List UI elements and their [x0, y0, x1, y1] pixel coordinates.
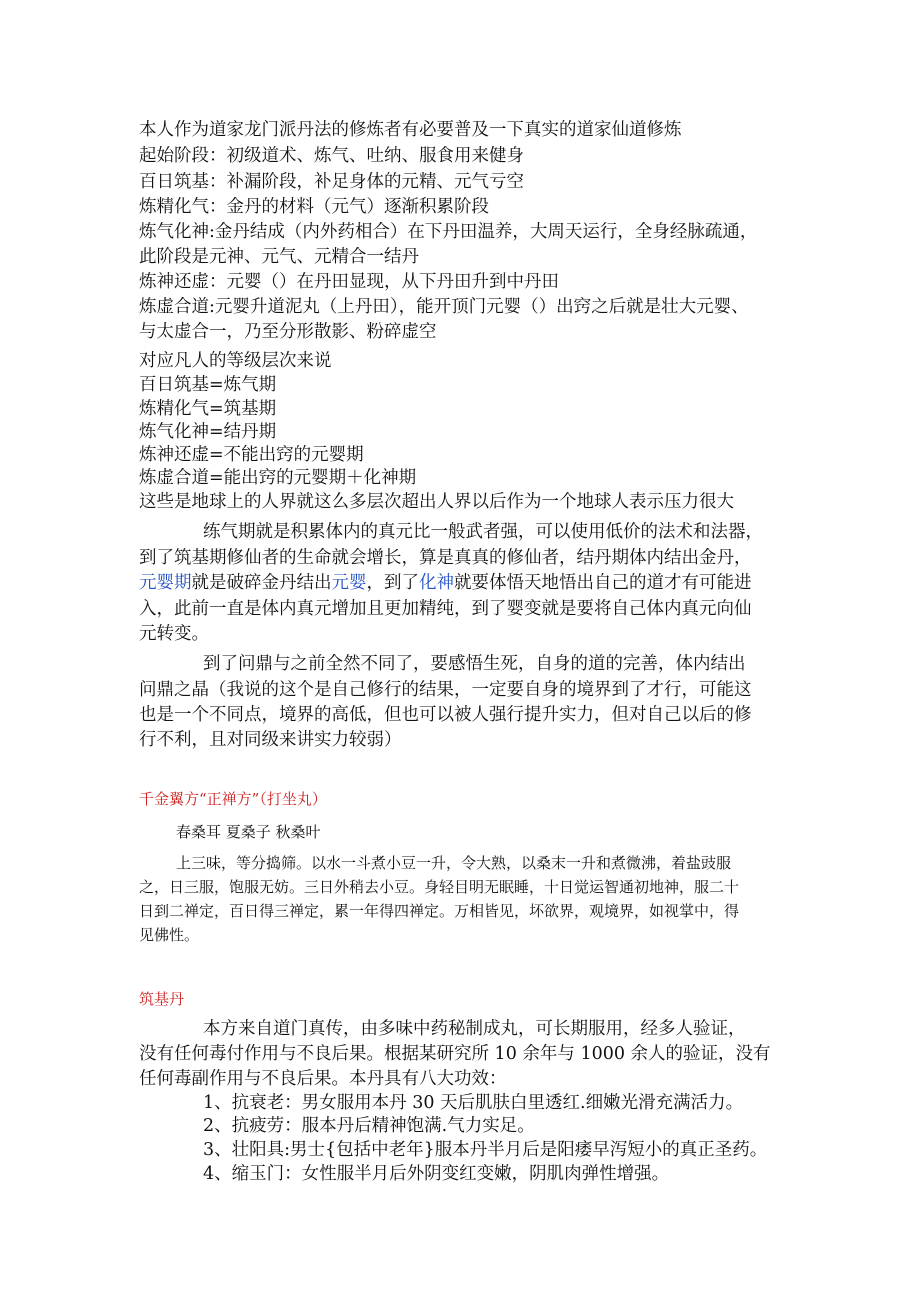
effect-item: 1、抗衰老：男女服用本丹 30 天后肌肤白里透红.细嫩光滑充满活力。: [203, 1093, 744, 1113]
recipe2-title: 筑基丹: [139, 990, 185, 1008]
para1-line: 元转变。: [139, 624, 209, 644]
intro-title: 本人作为道家龙门派丹法的修炼者有必要普及一下真实的道家仙道修炼: [139, 120, 682, 140]
para1-line: 到了筑基期修仙者的生命就会增长，算是真真的修仙者，结丹期体内结出金丹，: [139, 548, 752, 568]
para1-text: 就要体悟天地悟出自己的道才有可能进: [454, 573, 752, 593]
stage-line: 起始阶段：初级道术、炼气、吐纳、服食用来健身: [139, 146, 524, 166]
levels-heading: 对应凡人的等级层次来说: [139, 351, 332, 371]
levels-closing: 这些是地球上的人界就这么多层次超出人界以后作为一个地球人表示压力很大: [139, 492, 734, 512]
effect-item: 2、抗疲劳：服本丹后精神饱满.气力实足。: [203, 1116, 535, 1136]
recipe2-line: 任何毒副作用与不良后果。本丹具有八大功效：: [139, 1069, 507, 1089]
level-item: 炼精化气=筑基期: [139, 399, 277, 419]
stage-line: 炼虚合道:元婴升道泥丸（上丹田），能开顶门元婴（）出窍之后就是壮大元婴、: [139, 297, 749, 317]
effect-item: 4、缩玉门：女性服半月后外阴变红变嫩，阴肌肉弹性增强。: [203, 1164, 670, 1184]
para2-line: 也是一个不同点，境界的高低，但也可以被人强行提升实力，但对自己以后的修: [139, 705, 752, 725]
level-item: 炼虚合道=能出窍的元婴期＋化神期: [139, 468, 417, 488]
stage-line: 与太虚合一，乃至分形散影、粉碎虚空: [139, 322, 437, 342]
stage-line: 百日筑基：补漏阶段，补足身体的元精、元气亏空: [139, 172, 524, 192]
para1-line: 练气期就是积累体内的真元比一般武者强，可以使用低价的法术和法器，: [203, 522, 763, 542]
recipe2-line: 本方来自道门真传，由多味中药秘制成丸，可长期服用，经多人验证，: [203, 1019, 746, 1039]
stage-line: 炼气化神:金丹结成（内外药相合）在下丹田温养，大周天运行，全身经脉疏通，: [139, 222, 758, 242]
level-item: 炼神还虚=不能出窍的元婴期: [139, 445, 364, 465]
stage-line: 炼精化气：金丹的材料（元气）逐渐积累阶段: [139, 197, 489, 217]
para2-line: 到了问鼎与之前全然不同了，要感悟生死，自身的道的完善，体内结出: [203, 654, 746, 674]
stage-line: 此阶段是元神、元气、元精合一结丹: [139, 247, 419, 267]
link-huashen[interactable]: 化神: [419, 573, 454, 593]
link-yuanying-qi[interactable]: 元婴期: [139, 573, 192, 593]
recipe2-line: 没有任何毒付作用与不良后果。根据某研究所 10 余年与 1000 余人的验证，没有: [139, 1044, 771, 1064]
link-yuanying[interactable]: 元婴: [331, 573, 367, 593]
level-item: 炼气化神=结丹期: [139, 422, 277, 442]
recipe1-ingredients: 春桑耳 夏桑子 秋桑叶: [176, 823, 321, 841]
para1-text: 就是破碎金丹结出: [191, 573, 332, 593]
level-item: 百日筑基=炼气期: [139, 375, 277, 395]
stage-line: 炼神还虚：元婴（）在丹田显现，从下丹田升到中丹田: [139, 272, 559, 292]
recipe1-title: 千金翼方“正禅方”（打坐丸）: [139, 790, 327, 808]
para1-text: ，到了: [366, 573, 419, 593]
para2-line: 行不利，且对同级来讲实力较弱）: [139, 730, 402, 750]
recipe1-line: 见佛性。: [139, 926, 200, 944]
recipe1-line: 日到二禅定，百日得三禅定，累一年得四禅定。万相皆见，坏欲界，观境界，如视掌中，得: [139, 902, 740, 920]
para2-line: 问鼎之晶（我说的这个是自己修行的结果，一定要自身的境界到了才行，可能这: [139, 680, 752, 700]
para1-line: 入，此前一直是体内真元增加且更加精纯，到了婴变就是要将自己体内真元向仙: [139, 599, 752, 619]
recipe1-line: 之，日三服，饱服无妨。三日外稍去小豆。身轻目明无眠睡，十日觉运智通初地神，服二十: [139, 878, 740, 896]
effect-item: 3、壮阳具:男士{包括中老年}服本丹半月后是阳痿早泻短小的真正圣药。: [203, 1140, 768, 1160]
recipe1-line: 上三味，等分捣筛。以水一斗煮小豆一升，令大熟，以桑末一升和煮微沸，着盐豉服: [176, 854, 732, 872]
para1-line-with-links: [139, 571, 752, 595]
